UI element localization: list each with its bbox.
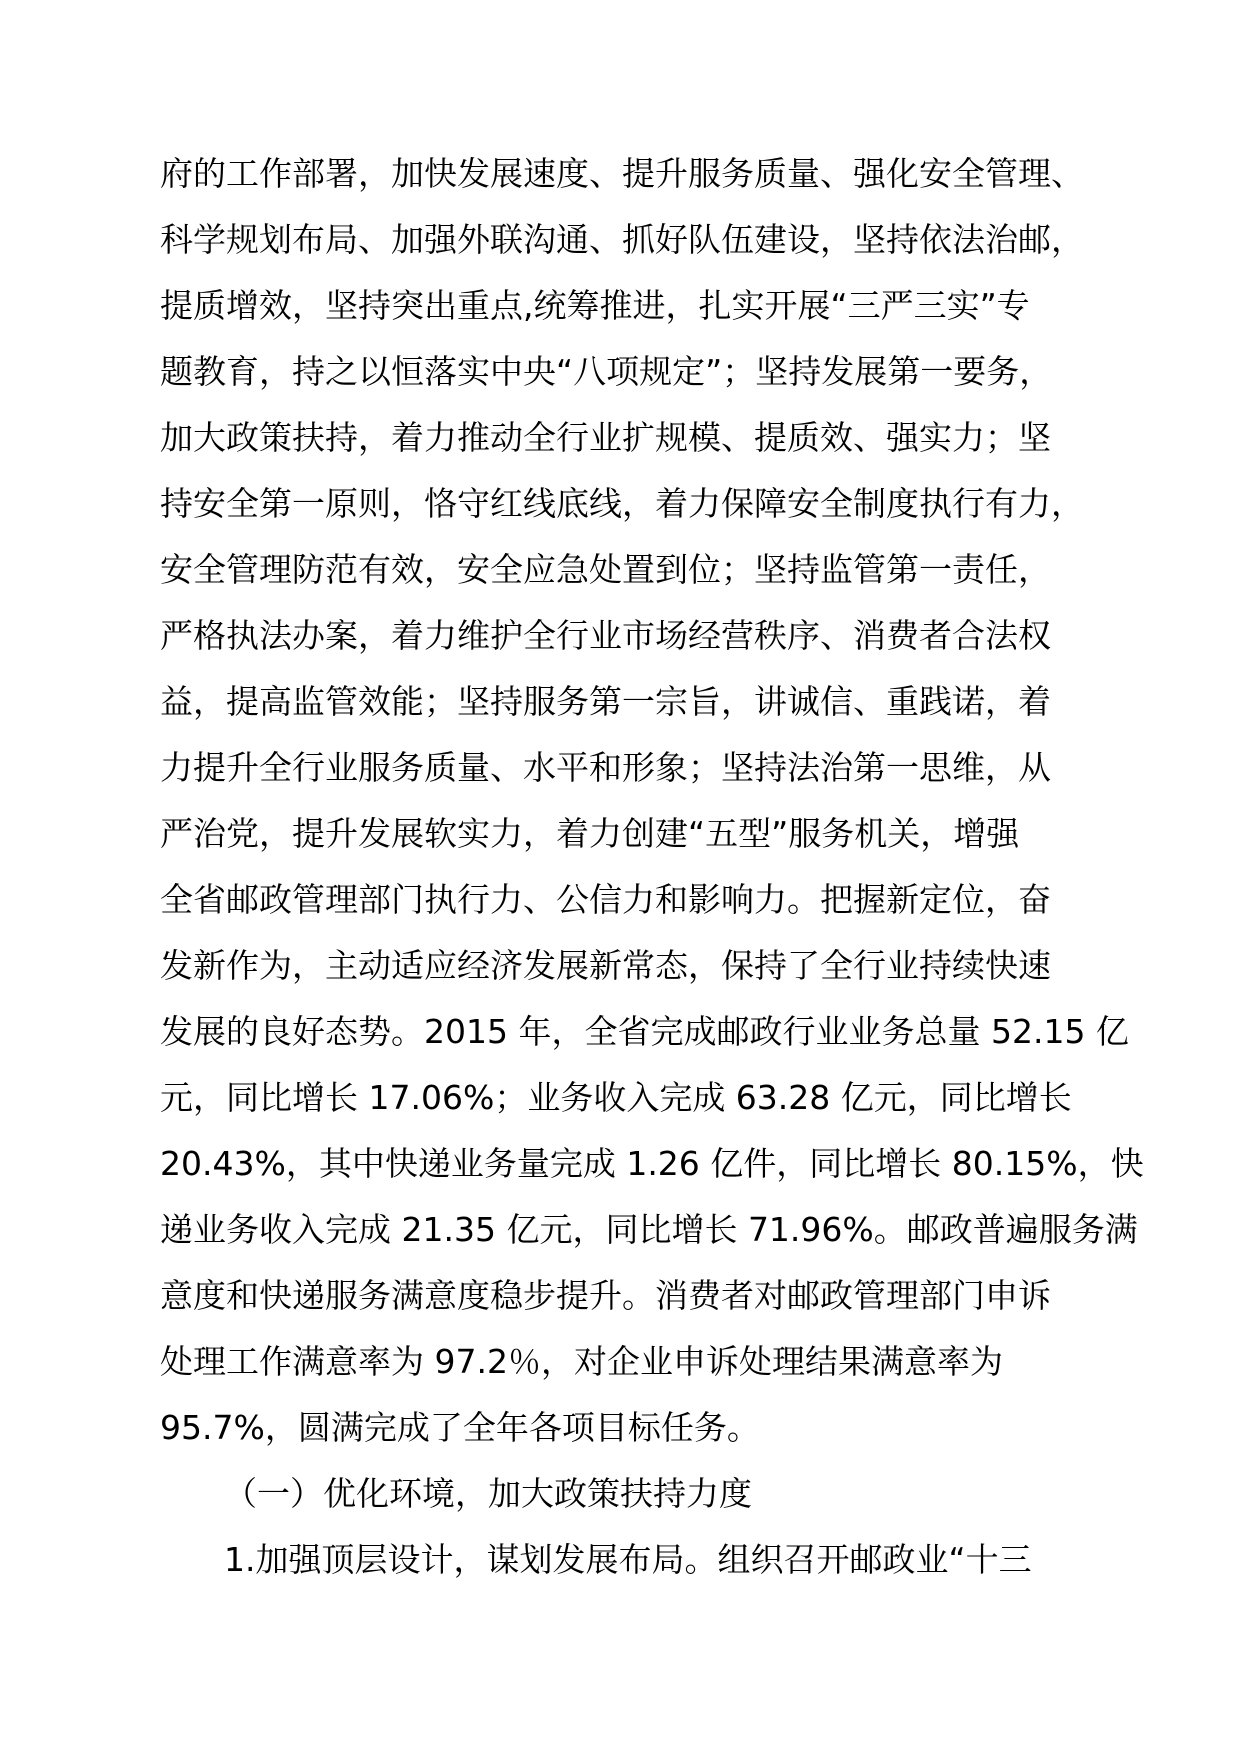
paragraph-line: 递业务收入完成 21.35 亿元，同比增长 71.96%。邮政普遍服务满 <box>160 1210 1138 1249</box>
paragraph-line: 题教育，持之以恒落实中央“八项规定”；坚持发展第一要务， <box>160 352 1053 391</box>
paragraph-line: 益，提高监管效能；坚持服务第一宗旨，讲诚信、重践诺，着 <box>160 682 1051 721</box>
paragraph-line: 全省邮政管理部门执行力、公信力和影响力。把握新定位，奋 <box>160 880 1051 919</box>
paragraph-line: 意度和快递服务满意度稳步提升。消费者对邮政管理部门申诉 <box>160 1276 1051 1315</box>
paragraph-line: 95.7%，圆满完成了全年各项目标任务。 <box>160 1408 760 1447</box>
paragraph-line: 发新作为，主动适应经济发展新常态，保持了全行业持续快速 <box>160 946 1051 985</box>
paragraph-line: 持安全第一原则，恪守红线底线，着力保障安全制度执行有力， <box>160 484 1084 523</box>
paragraph-line: 元，同比增长 17.06%；业务收入完成 63.28 亿元，同比增长 <box>160 1078 1072 1117</box>
paragraph-line: 发展的良好态势。2015 年，全省完成邮政行业业务总量 52.15 亿 <box>160 1012 1129 1051</box>
section-heading: （一）优化环境，加大政策扶持力度 <box>224 1474 752 1513</box>
paragraph-line: 严治党，提升发展软实力，着力创建“五型”服务机关，增强 <box>160 814 1020 853</box>
paragraph-line: 安全管理防范有效，安全应急处置到位；坚持监管第一责任， <box>160 550 1051 589</box>
subsection-heading: 1.加强顶层设计，谋划发展布局。组织召开邮政业“十三 <box>224 1540 1032 1579</box>
paragraph-line: 力提升全行业服务质量、水平和形象；坚持法治第一思维，从 <box>160 748 1051 787</box>
paragraph-line: 府的工作部署，加快发展速度、提升服务质量、强化安全管理、 <box>160 154 1084 193</box>
paragraph-line: 20.43%，其中快递业务量完成 1.26 亿件，同比增长 80.15%，快 <box>160 1144 1144 1183</box>
paragraph-line: 加大政策扶持，着力推动全行业扩规模、提质效、强实力；坚 <box>160 418 1051 457</box>
paragraph-line: 科学规划布局、加强外联沟通、抓好队伍建设，坚持依法治邮， <box>160 220 1084 259</box>
paragraph-line: 处理工作满意率为 97.2％，对企业申诉处理结果满意率为 <box>160 1342 1003 1381</box>
paragraph-line: 提质增效，坚持突出重点,统筹推进，扎实开展“三严三实”专 <box>160 286 1030 325</box>
paragraph-line: 严格执法办案，着力维护全行业市场经营秩序、消费者合法权 <box>160 616 1051 655</box>
